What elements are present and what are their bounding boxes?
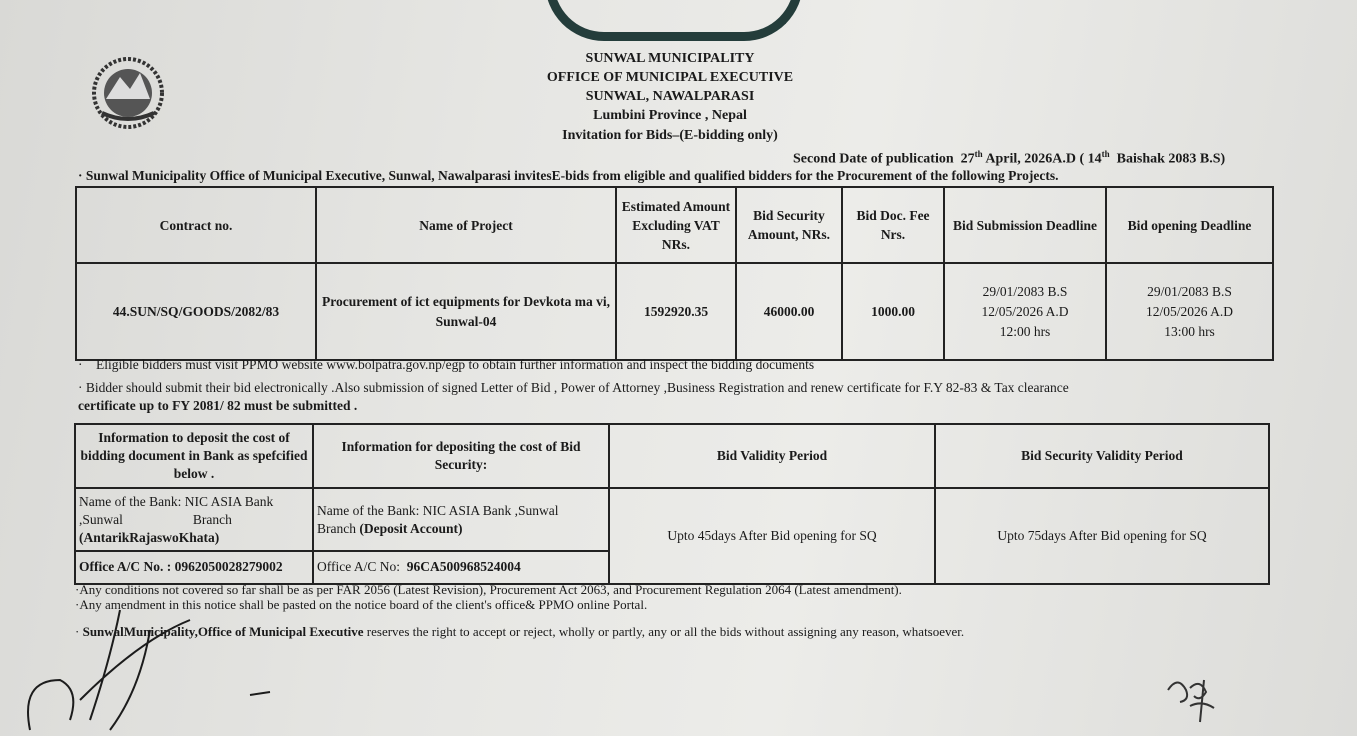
col-opening: Bid opening Deadline	[1106, 187, 1273, 263]
nepal-emblem-icon	[88, 55, 168, 130]
header-municipality: SUNWAL MUNICIPALITY	[585, 51, 755, 66]
cell-opening	[1106, 263, 1273, 360]
table-row	[76, 263, 1273, 360]
col-bid-validity: Bid Validity Period	[609, 424, 935, 488]
col-deposit-doc: Information to deposit the cost of bidding document in Bank as spefcified below .	[75, 424, 313, 488]
cell-estimated: 1592920.35	[616, 263, 736, 360]
col-submission: Bid Submission Deadline	[944, 187, 1106, 263]
intro-text: · Sunwal Municipality Office of Municipal Executive, Sunwal, Nawalparasi invitesE-bids from eligible and qualified bidders for the Procurement of the following Projects.	[78, 168, 1059, 183]
footer-amendment-text: Any amendment in this notice shall be pasted on the notice board of the client's office& PPMO online Portal.	[79, 597, 648, 612]
col-fee: Bid Doc. Fee Nrs.	[842, 187, 944, 263]
col-project: Name of Project	[316, 187, 616, 263]
doc-bank-line1: Name of the Bank: NIC ASIA Bank	[79, 493, 274, 509]
cell-security: 46000.00	[736, 263, 842, 360]
col-contract: Contract no.	[76, 187, 316, 263]
publication-day-suffix: th	[974, 149, 983, 159]
sec-bank-deposit: (Deposit Account)	[359, 520, 463, 536]
opening-bs: 29/01/2083 B.S	[1147, 283, 1232, 299]
initials-signature-icon	[1160, 670, 1230, 730]
footer-rights-rest: reserves the right to accept or reject, wholly or partly, any or all the bids without assigning any reason, whatsoever.	[363, 624, 965, 639]
deposit-table-header	[75, 424, 1269, 488]
header-office: OFFICE OF MUNICIPAL EXECUTIVE	[546, 70, 794, 85]
cell-sec-account	[313, 551, 609, 584]
sec-bank-branch: Branch	[317, 520, 356, 536]
cell-submission	[944, 263, 1106, 360]
cell-fee: 1000.00	[842, 263, 944, 360]
cell-doc-bank	[75, 488, 313, 550]
publication-date-rest: April, 2026A.D ( 14	[985, 151, 1102, 167]
header-invitation: Invitation for Bids–(E-bidding only)	[562, 128, 778, 143]
doc-bank-line3: (AntarikRajaswoKhata)	[79, 529, 220, 545]
sec-bank-line2	[317, 520, 605, 538]
table-row	[75, 488, 1269, 550]
signature-scribble-icon	[20, 600, 280, 736]
opening-time: 13:00 hrs	[1164, 323, 1215, 339]
publication-date	[793, 149, 1225, 168]
submission-time: 12:00 hrs	[999, 323, 1051, 339]
projects-table-header	[76, 187, 1273, 263]
note-submit: · Bidder should submit their bid electronically .Also submission of signed Letter of Bid , Power of Attorney ,Business Registration and renew certificate for F.Y 82-83 & Tax clearance	[78, 380, 1069, 395]
sec-bank-line1: Name of the Bank: NIC ASIA Bank ,Sunwal	[317, 502, 559, 518]
doc-bank-line2b: Branch	[192, 511, 232, 527]
publication-bs-suffix: th	[1101, 149, 1110, 159]
footer-amendment: ·Any amendment in this notice shall be pasted on the notice board of the client's office& PPMO online Portal.	[75, 597, 648, 612]
col-security: Bid Security Amount, NRs.	[736, 187, 842, 263]
submission-ad: 12/05/2026 A.D	[981, 303, 1069, 319]
cell-doc-account: Office A/C No. : 0962050028279002	[75, 551, 313, 584]
projects-table	[75, 186, 1274, 361]
sec-account-no: 96CA500968524004	[406, 559, 521, 575]
col-estimated: Estimated Amount Excluding VAT NRs.	[616, 187, 736, 263]
note-submit-line1: Bidder should submit their bid electronically .Also submission of signed Letter of Bid , Power of Attorney ,Business Registration and renew certificate for F.Y 82-83 & Tax clearance	[85, 380, 1069, 395]
header-address: SUNWAL, NAWALPARASI	[585, 89, 755, 104]
cell-bid-validity: Upto 45days After Bid opening for SQ	[609, 488, 935, 584]
publication-day: 27	[960, 151, 975, 167]
footer-far: ·Any conditions not covered so far shall be as per FAR 2056 (Latest Revision), Procurement Act 2063, and Procurement Regulation 2064 (Latest amendment).	[75, 582, 902, 597]
cell-security-validity: Upto 75days After Bid opening for SQ	[935, 488, 1269, 584]
note-eligible-text: Eligible bidders must visit PPMO website www.bolpatra.gov.np/egp to obtain further information and inspect the bidding documents	[96, 357, 815, 372]
opening-ad: 12/05/2026 A.D	[1145, 303, 1233, 319]
col-security-validity: Bid Security Validity Period	[935, 424, 1269, 488]
note-eligible: · Eligible bidders must visit PPMO website www.bolpatra.gov.np/egp to obtain further information and inspect the bidding documents	[78, 357, 815, 372]
note-submit-line2: certificate up to FY 2081/ 82 must be submitted .	[78, 398, 358, 413]
header-province: Lumbini Province , Nepal	[593, 108, 747, 123]
sec-account-label: Office A/C No:	[317, 559, 400, 575]
doc-bank-line2a: ,Sunwal	[79, 511, 123, 527]
submission-bs: 29/01/2083 B.S	[982, 283, 1068, 299]
deposit-table	[74, 423, 1270, 585]
intro-line: Sunwal Municipality Office of Municipal Executive, Sunwal, Nawalparasi invitesE-bids from eligible and qualified bidders for the Procurement of the following Projects.	[85, 168, 1059, 183]
footer-rights: · SunwalMunicipality,Office of Municipal Executive reserves the right to accept or reject, wholly or partly, any or all the bids without assigning any reason, whatsoever.	[75, 624, 965, 639]
cell-contract: 44.SUN/SQ/GOODS/2082/83	[76, 263, 316, 360]
doc-bank-line2	[79, 511, 309, 529]
cell-sec-bank	[313, 488, 609, 550]
col-deposit-security: Information for depositing the cost of Bid Security:	[313, 424, 609, 488]
publication-prefix: Second Date of publication	[793, 151, 954, 167]
cell-project: Procurement of ict equipments for Devkota ma vi, Sunwal-04	[316, 263, 616, 360]
lanyard-rope	[545, 0, 803, 41]
footer-far-text: Any conditions not covered so far shall be as per FAR 2056 (Latest Revision), Procurement Act 2063, and Procurement Regulation 2064 (Latest amendment).	[79, 582, 902, 597]
publication-bs-rest: Baishak 2083 B.S)	[1116, 151, 1226, 167]
footer-rights-bold: SunwalMunicipality,Office of Municipal Executive	[82, 624, 364, 639]
